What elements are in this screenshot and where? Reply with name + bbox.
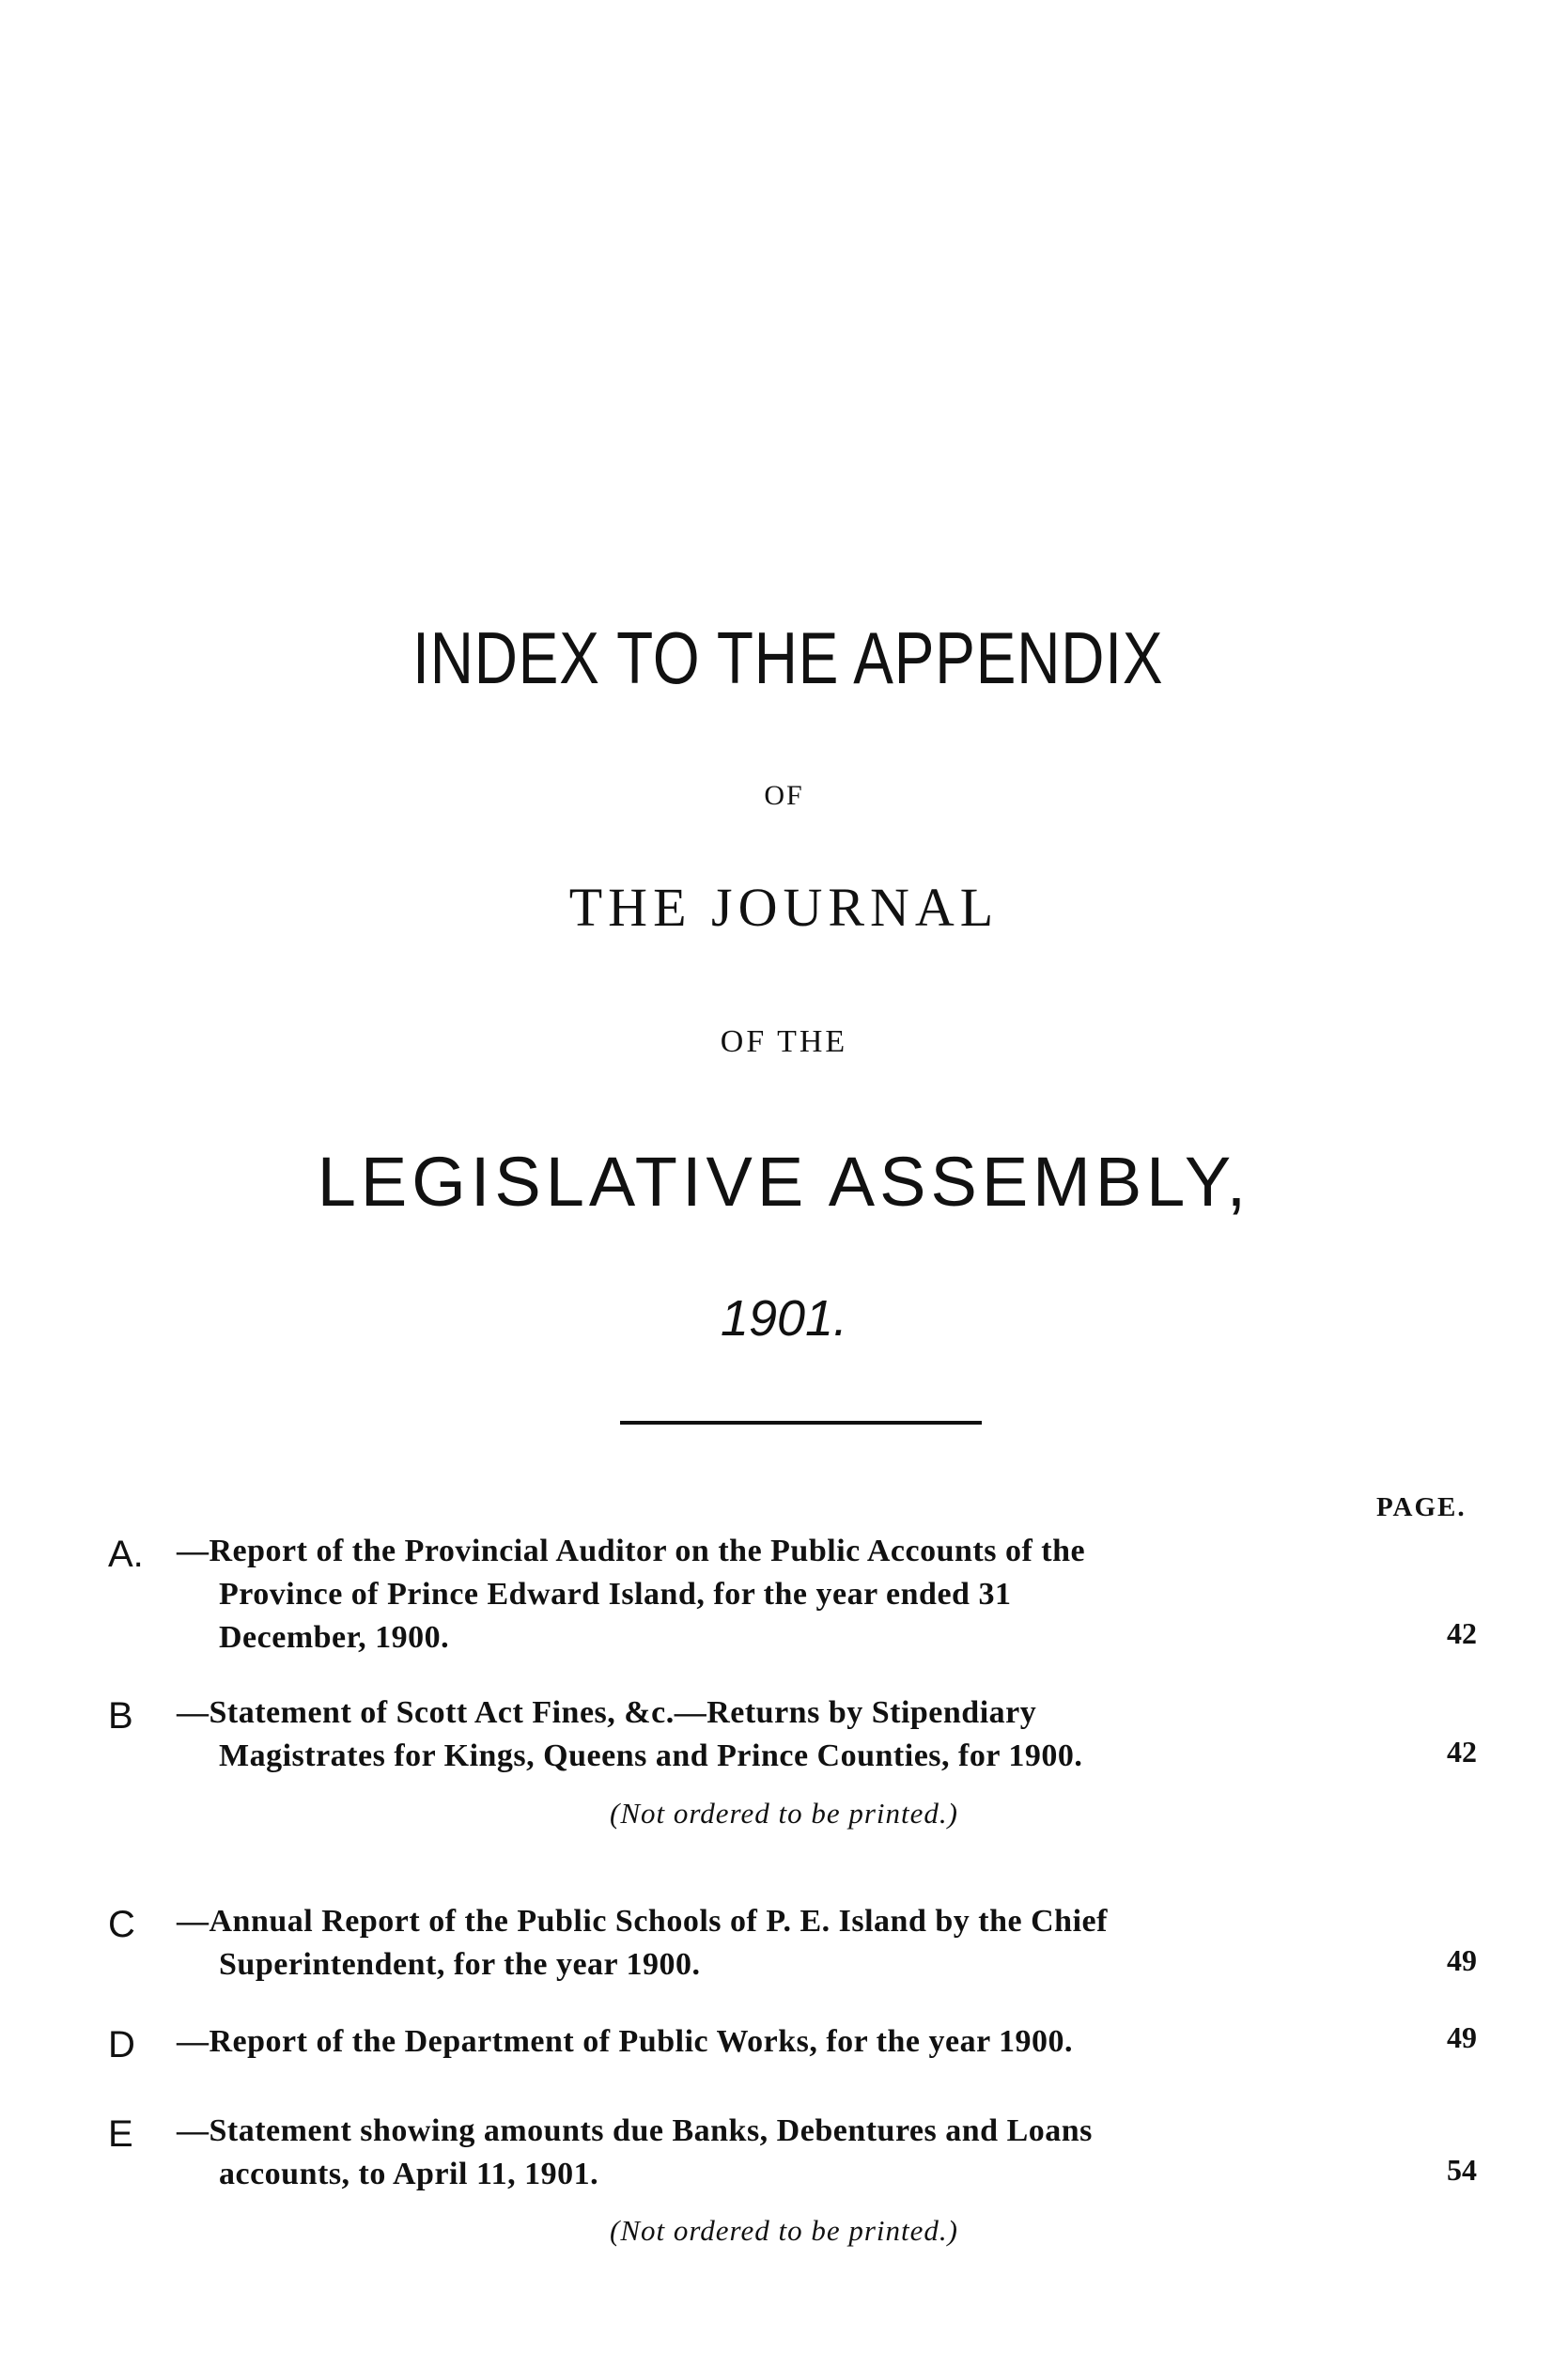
entry-page-number: 49 <box>1447 1943 1477 1977</box>
title-of: OF <box>764 780 804 811</box>
assembly-title: LEGISLATIVE ASSEMBLY, <box>317 1143 1251 1221</box>
entry-letter: E <box>108 2113 133 2155</box>
entry-line: —Report of the Provincial Auditor on the Public Accounts of the <box>177 1534 1086 1568</box>
entry-page-number: 49 <box>1447 2020 1477 2054</box>
entry-page-number: 54 <box>1447 2153 1477 2187</box>
year-title: 1901. <box>720 1290 848 1347</box>
not-printed-note: (Not ordered to be printed.) <box>610 1797 958 1830</box>
entry-line: —Report of the Department of Public Works, for the year 1900. <box>177 2024 1074 2059</box>
entry-line: —Statement of Scott Act Fines, &c.—Returns by Stipendiary <box>177 1695 1037 1730</box>
entry-text <box>177 2020 1379 2064</box>
not-printed-note: (Not ordered to be printed.) <box>610 2214 958 2247</box>
entry-line: accounts, to April 11, 1901. <box>219 2157 599 2191</box>
entry-line: Province of Prince Edward Island, for the year ended 31 <box>219 1577 1012 1612</box>
journal-title: THE JOURNAL <box>568 877 1000 938</box>
entry-text <box>177 1530 1379 1660</box>
title-of-the: OF THE <box>720 1024 848 1059</box>
entry-line: —Annual Report of the Public Schools of P. E. Island by the Chief <box>177 1904 1108 1939</box>
entry-page-number: 42 <box>1447 1735 1477 1769</box>
entry-letter: D <box>108 2024 135 2065</box>
index-title: INDEX TO THE APPENDIX <box>412 616 1164 699</box>
entry-letter: B <box>108 1695 133 1737</box>
entry-line: Magistrates for Kings, Queens and Prince Counties, for 1900. <box>219 1738 1083 1773</box>
entry-page-number: 42 <box>1447 1616 1477 1650</box>
entry-text <box>177 2110 1379 2196</box>
entry-letter: A. <box>108 1534 144 1575</box>
entry-line: December, 1900. <box>219 1620 450 1655</box>
entry-line: —Statement showing amounts due Banks, Debentures and Loans <box>177 2113 1093 2148</box>
entry-text <box>177 1900 1379 1987</box>
divider-rule <box>620 1421 982 1425</box>
page-column-heading: PAGE. <box>1376 1492 1467 1522</box>
entry-text <box>177 1691 1379 1778</box>
entry-line: Superintendent, for the year 1900. <box>219 1947 701 1982</box>
entry-letter: C <box>108 1904 135 1945</box>
